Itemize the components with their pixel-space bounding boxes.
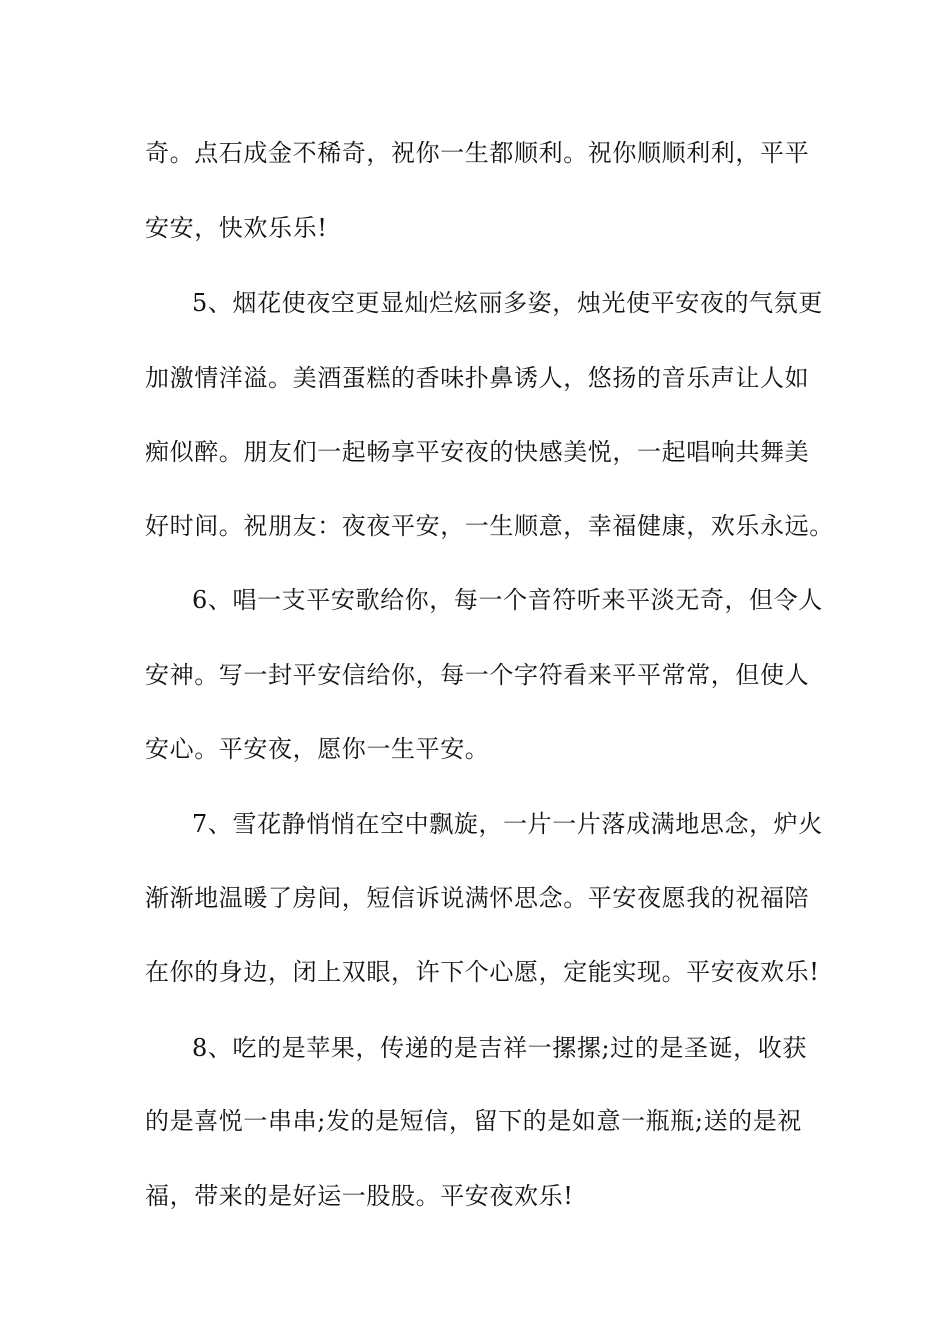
text-line: 安神。写一封平安信给你，每一个字符看来平平常常，但使人 [145,661,810,689]
paragraph-8-first-line: 8、吃的是苹果，传递的是吉祥一摞摞;过的是圣诞，收获 [192,1034,807,1062]
text-line: 安安，快欢乐乐! [145,214,328,242]
paragraph-7-first-line: 7、雪花静悄悄在空中飘旋，一片一片落成满地思念，炉火 [192,810,823,838]
paragraph-5-first-line: 5、烟花使夜空更显灿烂炫丽多姿，烛光使平安夜的气氛更 [192,289,823,317]
text-line: 好时间。祝朋友：夜夜平安，一生顺意，幸福健康，欢乐永远。 [145,512,834,540]
text-line: 渐渐地温暖了房间，短信诉说满怀思念。平安夜愿我的祝福陪 [145,884,810,912]
text-line: 痴似醉。朋友们一起畅享平安夜的快感美悦，一起唱响共舞美 [145,438,810,466]
text-line: 加激情洋溢。美酒蛋糕的香味扑鼻诱人，悠扬的音乐声让人如 [145,364,810,392]
text-line: 福，带来的是好运一股股。平安夜欢乐! [145,1182,574,1210]
text-line: 奇。点石成金不稀奇，祝你一生都顺利。祝你顺顺利利，平平 [145,139,810,167]
paragraph-6-first-line: 6、唱一支平安歌给你，每一个音符听来平淡无奇，但令人 [192,586,823,614]
text-line: 的是喜悦一串串;发的是短信，留下的是如意一瓶瓶;送的是祝 [145,1107,802,1135]
text-line: 在你的身边，闭上双眼，许下个心愿，定能实现。平安夜欢乐! [145,958,820,986]
text-line: 安心。平安夜，愿你一生平安。 [145,735,490,763]
